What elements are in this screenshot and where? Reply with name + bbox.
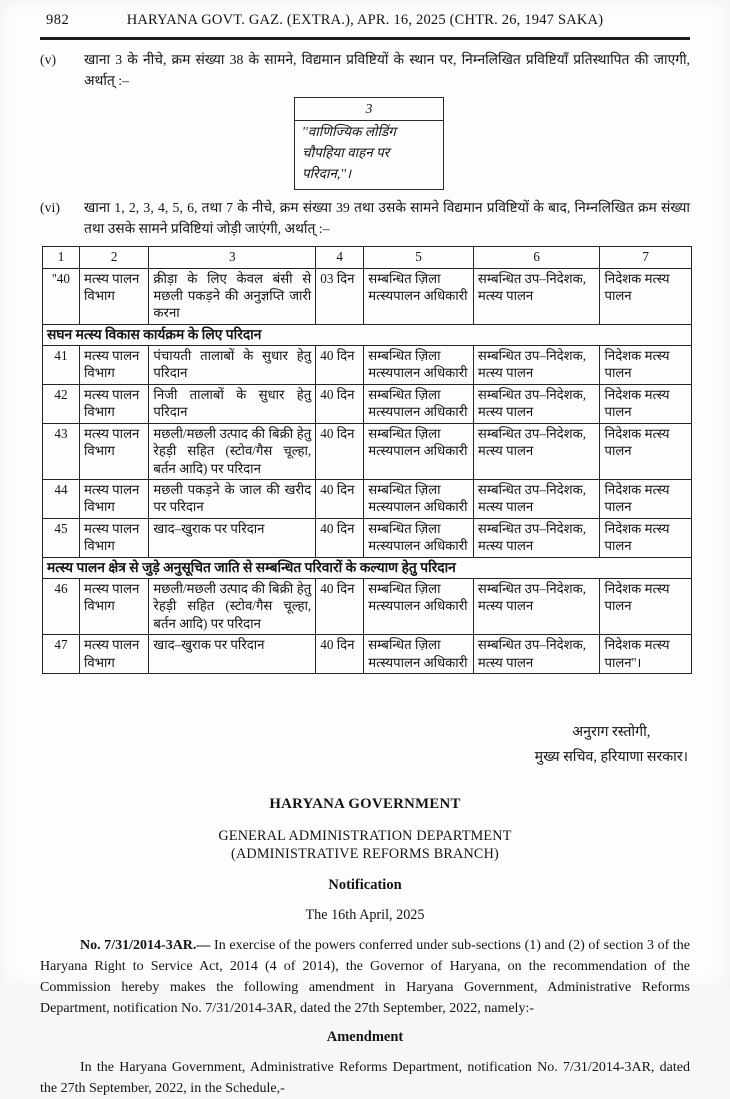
column-header: 7 <box>600 246 692 268</box>
notification-paragraph <box>40 935 690 1019</box>
cell-department: मत्स्य पालन विभाग <box>79 518 148 557</box>
cell-officer: सम्बन्धित ज़िला मत्स्यपालन अधिकारी <box>364 578 474 634</box>
signatory-designation: मुख्य सचिव, हरियाणा सरकार। <box>534 748 688 765</box>
government-title: HARYANA GOVERNMENT <box>269 795 461 812</box>
branch-title: (ADMINISTRATIVE REFORMS BRANCH) <box>231 845 499 862</box>
cell-days: 40 दिन <box>316 479 364 518</box>
cell-first-authority: सम्बन्धित उप–निदेशक, मत्स्य पालन <box>473 268 600 324</box>
cell-serial: 46 <box>43 578 80 634</box>
cell-days: 40 दिन <box>316 384 364 423</box>
cell-first-authority: सम्बन्धित उप–निदेशक, मत्स्य पालन <box>473 345 600 384</box>
cell-days: 03 दिन <box>316 268 364 324</box>
clause-v-text: खाना 3 के नीचे, क्रम संख्या 38 के सामने, विद्यमान प्रविष्टियों के स्थान पर, निम्नलिखित प्रविष्टियाँ प्रतिस्थापित की जाएगी, अर्थात् :– <box>84 52 690 88</box>
cell-service: मछली/मछली उत्पाद की बिक्री हेतु रेहड़ी सहित (स्टोव/गैस चूल्हा, बर्तन आदि) पर परिदान <box>149 423 316 479</box>
clause-vi <box>40 198 690 239</box>
column-header: 5 <box>364 246 474 268</box>
section-heading: सघन मत्स्य विकास कार्यक्रम के लिए परिदान <box>43 324 692 345</box>
cell-first-authority: सम्बन्धित उप–निदेशक, मत्स्य पालन <box>473 578 600 634</box>
cell-second-authority: निदेशक मत्स्य पालन <box>600 345 692 384</box>
column-header: 1 <box>43 246 80 268</box>
cell-department: मत्स्य पालन विभाग <box>79 345 148 384</box>
cell-serial: 47 <box>43 635 80 674</box>
table-row-42 <box>43 384 692 423</box>
cell-officer: सम्बन्धित ज़िला मत्स्यपालन अधिकारी <box>364 423 474 479</box>
cell-second-authority: निदेशक मत्स्य पालन <box>600 578 692 634</box>
cell-second-authority: निदेशक मत्स्य पालन <box>600 268 692 324</box>
cell-department: मत्स्य पालन विभाग <box>79 578 148 634</box>
column-header: 4 <box>316 246 364 268</box>
cell-service: खाद–खुराक पर परिदान <box>149 518 316 557</box>
cell-first-authority: सम्बन्धित उप–निदेशक, मत्स्य पालन <box>473 635 600 674</box>
replacement-entry-line: ''वाणिज्यिक लोडिंग <box>302 124 396 140</box>
replacement-table-body-row <box>295 121 444 190</box>
cell-serial: 42 <box>43 384 80 423</box>
column-header: 2 <box>79 246 148 268</box>
column-header: 3 <box>149 246 316 268</box>
schedule-table <box>42 246 692 674</box>
section-heading: मत्स्य पालन क्षेत्र से जुड़े अनुसूचित जाति से सम्बन्धित परिवारों के कल्याण हेतु परिदान <box>43 557 692 578</box>
table-section-row <box>43 324 692 345</box>
notification-body: In exercise of the powers conferred under sub-sections (1) and (2) of section 3 of the Haryana Right to Service Act, 2014 (4 of 2014), the Governor of Haryana, on the recommendation of the Commission hereby makes the following amendment in Haryana Government, Administrative Reforms Department, notification No. 7/31/2014-3AR, dated the 27th September, 2022, namely:- <box>40 937 690 1016</box>
table-row-46 <box>43 578 692 634</box>
notification-reference: No. 7/31/2014-3AR.— <box>80 937 211 953</box>
notification-heading: Notification <box>328 876 402 893</box>
cell-officer: सम्बन्धित ज़िला मत्स्यपालन अधिकारी <box>364 268 474 324</box>
cell-service: पंचायती तालाबों के सुधार हेतु परिदान <box>149 345 316 384</box>
cell-days: 40 दिन <box>316 518 364 557</box>
amendment-heading: Amendment <box>326 1028 404 1045</box>
department-title: GENERAL ADMINISTRATION DEPARTMENT <box>218 827 512 844</box>
cell-service: खाद–खुराक पर परिदान <box>149 635 316 674</box>
amendment-paragraph: In the Haryana Government, Administrative Reforms Department, notification No. 7/31/2014-3AR, dated the 27th September, 2022, in the Schedule,- <box>40 1059 690 1096</box>
cell-officer: सम्बन्धित ज़िला मत्स्यपालन अधिकारी <box>364 384 474 423</box>
cell-officer: सम्बन्धित ज़िला मत्स्यपालन अधिकारी <box>364 518 474 557</box>
notification-date: The 16th April, 2025 <box>305 906 425 923</box>
page-number: 982 <box>46 12 70 28</box>
cell-officer: सम्बन्धित ज़िला मत्स्यपालन अधिकारी <box>364 345 474 384</box>
header-rule <box>40 37 690 40</box>
replacement-table-header-row <box>295 98 444 121</box>
cell-second-authority: निदेशक मत्स्य पालन <box>600 518 692 557</box>
clause-vi-label: (vi) <box>40 200 60 216</box>
cell-service: मछली/मछली उत्पाद की बिक्री हेतु रेहड़ी सहित (स्टोव/गैस चूल्हा, बर्तन आदि) पर परिदान <box>149 578 316 634</box>
table-row-40 <box>43 268 692 324</box>
replacement-entry-line: चौपहिया वाहन पर <box>302 145 390 161</box>
cell-first-authority: सम्बन्धित उप–निदेशक, मत्स्य पालन <box>473 479 600 518</box>
page-header <box>40 10 690 34</box>
table-row-43 <box>43 423 692 479</box>
cell-officer: सम्बन्धित ज़िला मत्स्यपालन अधिकारी <box>364 635 474 674</box>
cell-department: मत्स्य पालन विभाग <box>79 635 148 674</box>
clause-vi-text: खाना 1, 2, 3, 4, 5, 6, तथा 7 के नीचे, क्रम संख्या 39 तथा उसके सामने विद्यमान प्रविष्टियों के बाद, निम्नलिखित क्रम संख्या तथा उसके सामने प्रविष्टियां जोड़ी जाएंगी, अर्थात् :– <box>84 200 690 236</box>
cell-days: 40 दिन <box>316 578 364 634</box>
cell-serial: 43 <box>43 423 80 479</box>
cell-first-authority: सम्बन्धित उप–निदेशक, मत्स्य पालन <box>473 384 600 423</box>
cell-service: निजी तालाबों के सुधार हेतु परिदान <box>149 384 316 423</box>
cell-days: 40 दिन <box>316 345 364 384</box>
clause-v-label: (v) <box>40 52 57 67</box>
signatory-name: अनुराग रस्तोगी, <box>572 723 651 740</box>
signature-block <box>535 720 688 770</box>
cell-service: क्रीड़ा के लिए केवल बंसी से मछली पकड़ने की अनुज्ञप्ति जारी करना <box>149 268 316 324</box>
replacement-entry-cell <box>295 121 444 190</box>
cell-serial: ''40 <box>43 268 80 324</box>
cell-days: 40 दिन <box>316 423 364 479</box>
clause-v <box>40 50 690 91</box>
cell-second-authority: निदेशक मत्स्य पालन <box>600 423 692 479</box>
cell-officer: सम्बन्धित ज़िला मत्स्यपालन अधिकारी <box>364 479 474 518</box>
table-row-44 <box>43 479 692 518</box>
cell-first-authority: सम्बन्धित उप–निदेशक, मत्स्य पालन <box>473 518 600 557</box>
table-row-45 <box>43 518 692 557</box>
schedule-header-row <box>43 246 692 268</box>
replacement-entry-line: परिदान,''। <box>302 166 352 182</box>
cell-second-authority: निदेशक मत्स्य पालन <box>600 384 692 423</box>
table-row-47 <box>43 635 692 674</box>
cell-department: मत्स्य पालन विभाग <box>79 423 148 479</box>
cell-department: मत्स्य पालन विभाग <box>79 479 148 518</box>
replacement-entry-table <box>294 97 444 190</box>
cell-service: मछली पकड़ने के जाल की खरीद पर परिदान <box>149 479 316 518</box>
table-section-row <box>43 557 692 578</box>
table-row-41 <box>43 345 692 384</box>
cell-serial: 44 <box>43 479 80 518</box>
column-header: 6 <box>473 246 600 268</box>
cell-department: मत्स्य पालन विभाग <box>79 268 148 324</box>
cell-serial: 41 <box>43 345 80 384</box>
cell-days: 40 दिन <box>316 635 364 674</box>
gazette-header-title: HARYANA GOVT. GAZ. (EXTRA.), APR. 16, 2025 (CHTR. 26, 1947 SAKA) <box>126 12 604 28</box>
cell-department: मत्स्य पालन विभाग <box>79 384 148 423</box>
cell-first-authority: सम्बन्धित उप–निदेशक, मत्स्य पालन <box>473 423 600 479</box>
cell-serial: 45 <box>43 518 80 557</box>
cell-second-authority: निदेशक मत्स्य पालन''। <box>600 635 692 674</box>
cell-second-authority: निदेशक मत्स्य पालन <box>600 479 692 518</box>
replacement-column-header: 3 <box>295 98 444 121</box>
